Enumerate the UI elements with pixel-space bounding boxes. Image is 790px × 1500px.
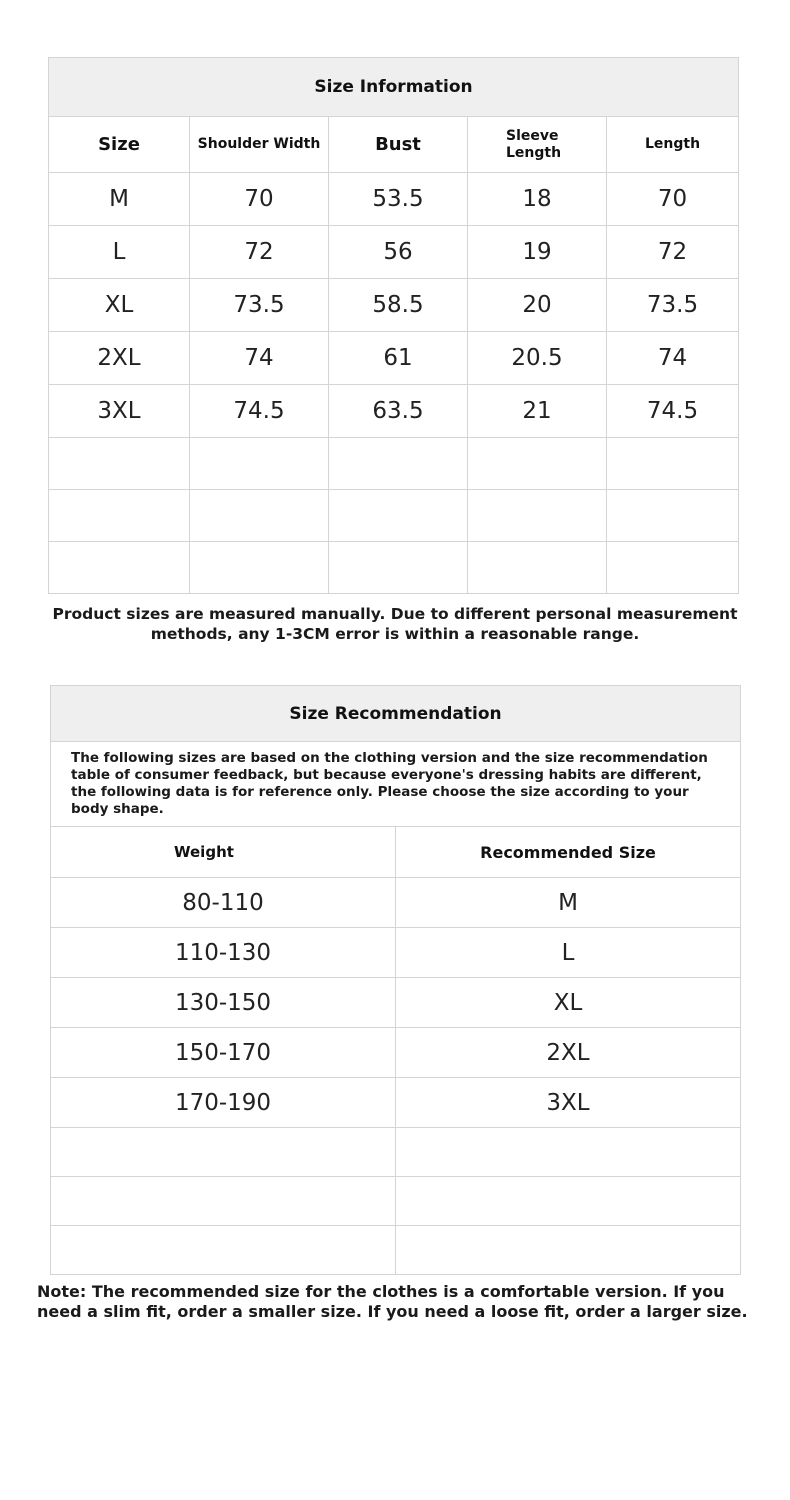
- header-shoulder-width: Shoulder Width: [190, 117, 329, 173]
- empty-cell: [607, 542, 739, 594]
- header-sleeve-length: Sleeve Length: [468, 117, 607, 173]
- empty-cell: [468, 438, 607, 490]
- size-information-title: Size Information: [49, 58, 739, 117]
- cell-shoulder-width: 74: [190, 332, 329, 385]
- empty-cell: [607, 438, 739, 490]
- recommendation-note: Note: The recommended size for the clothes is a comfortable version. If you need a slim fit, order a smaller size. If you need a loose fit, order a larger size.: [37, 1282, 748, 1321]
- empty-cell: [190, 542, 329, 594]
- empty-table-row: [49, 438, 739, 490]
- cell-size: 3XL: [49, 385, 190, 438]
- empty-table-row: [51, 1128, 741, 1177]
- cell-shoulder-width: 74.5: [190, 385, 329, 438]
- table-row: [51, 878, 741, 928]
- cell-length: 72: [607, 226, 739, 279]
- empty-cell: [190, 438, 329, 490]
- empty-cell: [329, 438, 468, 490]
- table-row: [51, 1028, 741, 1078]
- size-information-table: [48, 57, 739, 594]
- table-row: [51, 928, 741, 978]
- empty-cell: [190, 490, 329, 542]
- header-recommended-size: Recommended Size: [396, 827, 741, 878]
- table-row: [51, 1078, 741, 1128]
- cell-length: 74: [607, 332, 739, 385]
- table-row: [49, 226, 739, 279]
- cell-size: L: [49, 226, 190, 279]
- empty-cell: [396, 1128, 741, 1177]
- header-size: Size: [49, 117, 190, 173]
- empty-cell: [396, 1177, 741, 1226]
- cell-weight: 80-110: [51, 878, 396, 928]
- cell-recommended-size: L: [396, 928, 741, 978]
- size-recommendation-header-row: [51, 827, 741, 878]
- empty-cell: [49, 542, 190, 594]
- cell-bust: 58.5: [329, 279, 468, 332]
- cell-sleeve-length: 20.5: [468, 332, 607, 385]
- cell-bust: 53.5: [329, 173, 468, 226]
- cell-length: 74.5: [607, 385, 739, 438]
- cell-shoulder-width: 72: [190, 226, 329, 279]
- size-recommendation-table: [50, 685, 741, 1275]
- empty-cell: [607, 490, 739, 542]
- header-length: Length: [607, 117, 739, 173]
- empty-cell: [51, 1128, 396, 1177]
- cell-length: 70: [607, 173, 739, 226]
- size-recommendation-description-row: [51, 742, 741, 827]
- size-recommendation-title: Size Recommendation: [51, 686, 741, 742]
- cell-weight: 110-130: [51, 928, 396, 978]
- cell-sleeve-length: 18: [468, 173, 607, 226]
- empty-cell: [49, 438, 190, 490]
- size-information-title-row: [49, 58, 739, 117]
- cell-bust: 63.5: [329, 385, 468, 438]
- cell-recommended-size: 2XL: [396, 1028, 741, 1078]
- cell-weight: 150-170: [51, 1028, 396, 1078]
- cell-size: 2XL: [49, 332, 190, 385]
- cell-length: 73.5: [607, 279, 739, 332]
- table-row: [49, 279, 739, 332]
- size-information-header-row: [49, 117, 739, 173]
- table-row: [49, 332, 739, 385]
- empty-table-row: [51, 1226, 741, 1275]
- cell-sleeve-length: 21: [468, 385, 607, 438]
- cell-recommended-size: 3XL: [396, 1078, 741, 1128]
- empty-cell: [329, 490, 468, 542]
- measurement-note: Product sizes are measured manually. Due to different personal measurement methods, any 1-3CM error is within a reasonable range.: [52, 605, 738, 643]
- cell-shoulder-width: 73.5: [190, 279, 329, 332]
- cell-shoulder-width: 70: [190, 173, 329, 226]
- cell-sleeve-length: 20: [468, 279, 607, 332]
- empty-cell: [51, 1226, 396, 1275]
- table-row: [49, 173, 739, 226]
- empty-cell: [51, 1177, 396, 1226]
- cell-sleeve-length: 19: [468, 226, 607, 279]
- cell-recommended-size: M: [396, 878, 741, 928]
- empty-table-row: [49, 490, 739, 542]
- cell-bust: 56: [329, 226, 468, 279]
- header-weight: Weight: [51, 827, 396, 878]
- cell-weight: 130-150: [51, 978, 396, 1028]
- table-row: [51, 978, 741, 1028]
- empty-cell: [468, 542, 607, 594]
- cell-size: XL: [49, 279, 190, 332]
- empty-table-row: [51, 1177, 741, 1226]
- empty-cell: [49, 490, 190, 542]
- size-recommendation-description: The following sizes are based on the clothing version and the size recommendation table of consumer feedback, but because everyone's dressing habits are different, the following data is for reference only. Please choose the size according to your body shape.: [51, 742, 741, 827]
- header-bust: Bust: [329, 117, 468, 173]
- table-row: [49, 385, 739, 438]
- empty-cell: [396, 1226, 741, 1275]
- empty-table-row: [49, 542, 739, 594]
- size-recommendation-title-row: [51, 686, 741, 742]
- empty-cell: [329, 542, 468, 594]
- cell-size: M: [49, 173, 190, 226]
- cell-bust: 61: [329, 332, 468, 385]
- cell-recommended-size: XL: [396, 978, 741, 1028]
- cell-weight: 170-190: [51, 1078, 396, 1128]
- empty-cell: [468, 490, 607, 542]
